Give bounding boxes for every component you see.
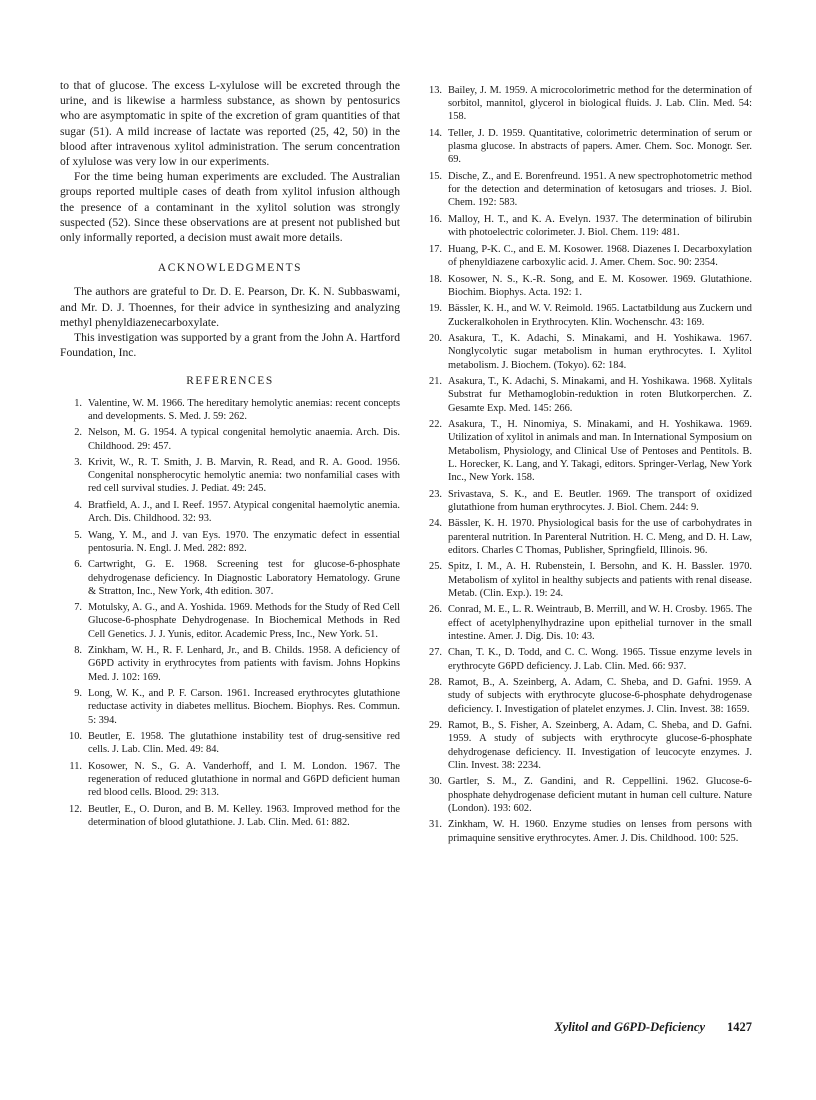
reference-number: 12.: [69, 803, 82, 815]
reference-number: 4.: [74, 499, 82, 511]
reference-item: [60, 558, 400, 598]
reference-text: Dische, Z., and E. Borenfreund. 1951. A new spectrophotometric method for the detection and determination of ketosugars and trioses. J. Biol. Chem. 192: 583.: [448, 171, 752, 209]
reference-item: [60, 687, 400, 727]
reference-text: Bratfield, A. J., and I. Reef. 1957. Atypical congenital haemolytic anemia. Arch. Dis. Childhood. 32: 93.: [88, 499, 400, 525]
reference-text: Zinkham, W. H., R. F. Lenhard, Jr., and B. Childs. 1958. A deficiency of G6PD activity in erythrocytes from patients with favism. Johns Hopkins Med. J. 102: 169.: [88, 645, 400, 683]
reference-text: Valentine, W. M. 1966. The hereditary hemolytic anemias: recent concepts and developments. S. Med. J. 59: 262.: [88, 397, 400, 422]
reference-number: 28.: [429, 677, 442, 689]
reference-number: 25.: [429, 561, 442, 573]
reference-text: Bässler, K. H., and W. V. Reimold. 1965. Lactatbildung aus Zuckern und Zuckeralkoholen in Erythrocyten. Klin. Wochenschr. 43: 169.: [448, 303, 752, 328]
reference-text: Motulsky, A. G., and A. Yoshida. 1969. Methods for the Study of Red Cell Glucose-6-phosphate Dehydrogenase. In Biochemical Methods in Red Cell Genetics. J. J. Yunis, editor. Academic Press, Inc., New York. 51.: [88, 602, 400, 640]
reference-number: 30.: [429, 776, 442, 788]
reference-number: 16.: [429, 214, 442, 225]
reference-item: [420, 676, 752, 716]
reference-number: 15.: [429, 171, 442, 182]
reference-text: Asakura, T., K. Adachi, S. Minakami, and H. Yoshikawa. 1967. Nonglycolytic sugar metabolism in human erythrocytes. I. Xylitol metabolism. J. Biochem. (Tokyo). 62: 184.: [448, 333, 752, 371]
reference-text: Huang, P-K. C., and E. M. Kosower. 1968. Diazenes I. Decarboxylation of phenyldiazene carboxylic acid. J. Amer. Chem. Soc. 90: 2354.: [448, 243, 752, 268]
reference-text: Long, W. K., and P. F. Carson. 1961. Increased erythrocytes glutathione reductase activity in diabetes mellitus. Biochem. Biophys. Res. Commun. 5: 394.: [88, 688, 400, 726]
reference-item: [60, 730, 400, 756]
reference-item: [60, 456, 400, 496]
reference-text: Malloy, H. T., and K. A. Evelyn. 1937. The determination of bilirubin with photoelectric colorimeter. J. Biol. Chem. 119: 481.: [448, 214, 752, 239]
reference-item: [420, 418, 752, 484]
page-footer: [420, 1020, 752, 1035]
reference-item: [60, 760, 400, 800]
reference-item: [60, 644, 400, 684]
reference-number: 7.: [74, 602, 82, 614]
reference-text: Gartler, S. M., Z. Gandini, and R. Ceppellini. 1962. Glucose-6-phosphate dehydrogenase deficient mutant in human cell culture. Nature (London). 193: 602.: [448, 776, 752, 814]
page-number: 1427: [727, 1020, 752, 1034]
reference-number: 21.: [429, 376, 442, 388]
reference-item: [420, 375, 752, 415]
reference-item: [420, 560, 752, 600]
reference-number: 13.: [429, 85, 442, 96]
reference-number: 9.: [74, 688, 82, 700]
reference-text: Chan, T. K., D. Todd, and C. C. Wong. 1965. Tissue enzyme levels in erythrocyte G6PD deficiency. J. Lab. Clin. Med. 66: 937.: [448, 647, 752, 672]
reference-list-right: [420, 84, 752, 845]
reference-text: Krivit, W., R. T. Smith, J. B. Marvin, R. Read, and R. A. Good. 1956. Congenital nonspherocytic hemolytic anemia: two nonfamilial cases with red cell survival studies. J. Pediat. 49: 245.: [88, 457, 400, 495]
reference-number: 8.: [74, 645, 82, 657]
reference-number: 18.: [429, 273, 442, 285]
acknowledgments-paragraph: The authors are grateful to Dr. D. E. Pearson, Dr. K. N. Subbaswami, and Mr. D. J. Thoennes, for their advice in synthesizing and analyzing methyl phenyldiazenecarboxylate.: [60, 285, 400, 329]
running-title: Xylitol and G6PD-Deficiency: [554, 1020, 705, 1034]
reference-number: 27.: [429, 647, 442, 659]
reference-text: Bässler, K. H. 1970. Physiological basis for the use of carbohydrates in parenteral nutrition. In Parenteral Nutrition. H. C. Meng, and D. H. Law, editors. Charles C Thomas, Publisher, Springfield, Illinois. 96.: [448, 518, 752, 556]
reference-item: [420, 332, 752, 372]
reference-text: Ramot, B., A. Szeinberg, A. Adam, C. Sheba, and D. Gafni. 1959. A study of subjects with erythrocyte glucose-6-phosphate dehydrogenase deficiency. I. Investigation of platelet enzymes. J. Clin. Invest. 38: 1659.: [448, 677, 752, 715]
reference-text: Bailey, J. M. 1959. A microcolorimetric method for the determination of sorbitol, mannitol, glycerol in biological fluids. J. Lab. Clin. Med. 54: 158.: [448, 85, 752, 123]
reference-number: 3.: [74, 457, 82, 469]
body-paragraph: For the time being human experiments are excluded. The Australian groups reported multiple cases of death from xylitol infusion although the presence of a contaminant in the xylitol solution was strongly suspected (52). Since these observations are at present not published but only informally reported, a decision must await more details.: [60, 170, 400, 245]
reference-number: 19.: [429, 303, 442, 315]
reference-text: Asakura, T., H. Ninomiya, S. Minakami, and H. Yoshikawa. 1969. Utilization of xylitol in animals and man. In International Symposium on Metabolism, Physiology, and Clinical Use of Pentoses and Pentitols. B. L. Horecker, K. Lang, and Y. Takagi, editors. Springer-Verlag, New York Inc., New York. 158.: [448, 419, 752, 483]
reference-item: [60, 803, 400, 829]
reference-number: 24.: [429, 518, 442, 530]
reference-text: Asakura, T., K. Adachi, S. Minakami, and H. Yoshikawa. 1968. Xylitals Substrat fur Methamoglobin-reduktion in roten Blutkorperchen. Z. Gesamte Exp. Med. 145: 266.: [448, 376, 752, 414]
reference-text: Conrad, M. E., L. R. Weintraub, B. Merrill, and W. H. Crosby. 1965. The effect of acetylphenylhydrazine upon epithelial turnover in the small intestine. Amer. J. Dig. Dis. 10: 43.: [448, 604, 752, 642]
reference-text: Nelson, M. G. 1954. A typical congenital hemolytic anaemia. Arch. Dis. Childhood. 29: 457.: [88, 427, 400, 452]
reference-text: Srivastava, S. K., and E. Beutler. 1969. The transport of oxidized glutathione from human erythrocytes. J. Biol. Chem. 244: 9.: [448, 488, 752, 513]
reference-number: 14.: [429, 128, 442, 139]
reference-item: [60, 426, 400, 452]
acknowledgments-heading: ACKNOWLEDGMENTS: [157, 262, 303, 275]
reference-item: [420, 603, 752, 643]
reference-item: [60, 601, 400, 641]
reference-item: [420, 302, 752, 328]
reference-item: [420, 775, 752, 815]
reference-item: [420, 213, 752, 239]
reference-number: 10.: [69, 731, 82, 742]
reference-item: [60, 397, 400, 423]
reference-text: Beutler, E., O. Duron, and B. M. Kelley. 1963. Improved method for the determination of blood glutathione. J. Lab. Clin. Med. 61: 882.: [88, 803, 400, 828]
reference-number: 26.: [429, 604, 442, 616]
references-heading: REFERENCES: [186, 375, 274, 388]
reference-text: Ramot, B., S. Fisher, A. Szeinberg, A. Adam, C. Sheba, and D. Gafni. 1959. A study of subjects with erythrocyte glucose-6-phosphate dehydrogenase deficiency. II. Investigation of leucocyte enzymes. J. Clin. Invest. 38: 2234.: [448, 720, 752, 771]
reference-item: [420, 243, 752, 269]
reference-number: 6.: [74, 559, 82, 571]
reference-item: [420, 646, 752, 672]
reference-item: [60, 499, 400, 525]
acknowledgments-paragraph: This investigation was supported by a grant from the John A. Hartford Foundation, Inc.: [60, 331, 400, 360]
reference-item: [420, 127, 752, 167]
reference-number: 17.: [429, 243, 442, 255]
reference-item: [420, 517, 752, 557]
reference-number: 29.: [429, 720, 442, 732]
reference-number: 22.: [429, 419, 442, 431]
left-column: [60, 78, 400, 832]
reference-text: Beutler, E. 1958. The glutathione instability test of drug-sensitive red cells. J. Lab. Clin. Med. 49: 84.: [88, 731, 400, 756]
reference-number: 1.: [74, 397, 82, 409]
reference-number: 2.: [74, 427, 82, 439]
reference-number: 11.: [69, 760, 82, 772]
reference-item: [420, 170, 752, 210]
right-column: [420, 84, 752, 848]
reference-text: Cartwright, G. E. 1968. Screening test for glucose-6-phosphate dehydrogenase deficiency. In Diagnostic Laboratory Hematology. Grune & Stratton, Inc., New York, 4th edition. 307.: [88, 559, 400, 597]
reference-text: Zinkham, W. H. 1960. Enzyme studies on lenses from persons with primaquine sensitive erythrocytes. Amer. J. Dis. Childhood. 100: 525.: [448, 819, 752, 844]
reference-item: [420, 488, 752, 514]
reference-number: 23.: [429, 488, 442, 500]
reference-text: Kosower, N. S., G. A. Vanderhoff, and I. M. London. 1967. The regeneration of reduced glutathione in normal and G6PD deficient human red blood cells. Blood. 29: 313.: [88, 760, 400, 799]
reference-item: [420, 719, 752, 772]
reference-number: 5.: [74, 529, 82, 541]
body-paragraph: to that of glucose. The excess L-xylulose will be excreted through the urine, and is likewise a harmless substance, as shown by pentosurics who are asymptomatic in spite of the excretion of gram quantities of that sugar (51). A mild increase of lactate was reported (25, 42, 50) in the blood after intravenous xylitol administration. The serum concentration of xylulose was very low in our experiments.: [60, 79, 400, 169]
reference-text: Kosower, N. S., K.-R. Song, and E. M. Kosower. 1969. Glutathione. Biochim. Biophys. Acta. 192: 1.: [448, 273, 752, 298]
reference-text: Teller, J. D. 1959. Quantitative, colorimetric determination of serum or plasma glucose. In abstracts of papers. Amer. Chem. Soc. Monogr. Ser. 69.: [448, 128, 752, 166]
reference-item: [420, 818, 752, 844]
reference-text: Wang, Y. M., and J. van Eys. 1970. The enzymatic defect in essential pentosuria. N. Engl. J. Med. 282: 892.: [88, 529, 400, 554]
reference-number: 20.: [429, 333, 442, 345]
reference-item: [420, 273, 752, 299]
reference-text: Spitz, I. M., A. H. Rubenstein, I. Bersohn, and K. H. Bassler. 1970. Metabolism of xylitol in healthy subjects and patients with renal disease. Metab. (Clin. Exp.). 19: 24.: [448, 561, 752, 599]
reference-list-left: [60, 397, 400, 829]
reference-item: [420, 84, 752, 124]
reference-number: 31.: [429, 819, 442, 831]
reference-item: [60, 529, 400, 555]
